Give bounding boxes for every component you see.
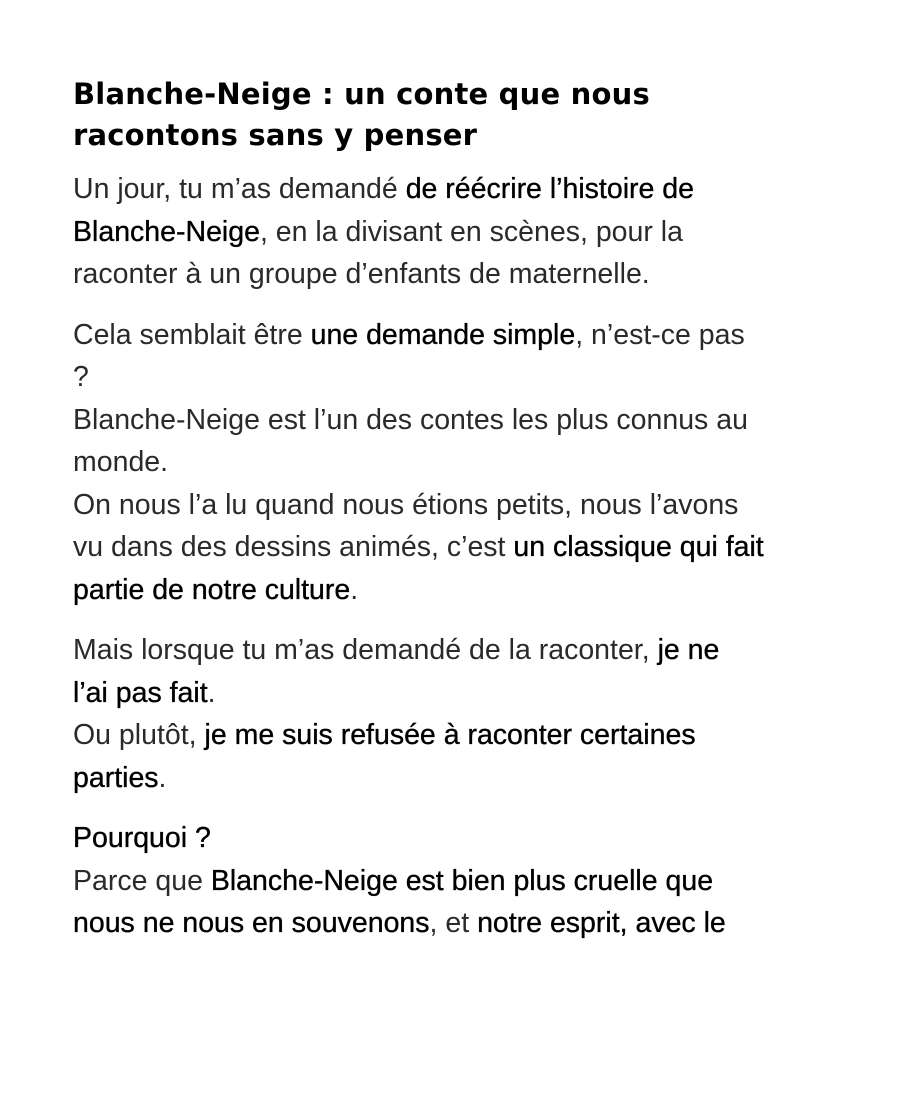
emphasized-text: Blanche-Neige est bien plus cruelle que <box>210 864 714 897</box>
paragraph <box>73 314 833 612</box>
body-text: Un jour, tu m’as demandé <box>73 173 406 205</box>
body-text: vu dans des dessins animés, c’est <box>73 531 514 563</box>
title-line-1: Blanche-Neige : un conte que nous <box>73 77 650 111</box>
emphasized-text: un classique qui fait <box>513 531 764 563</box>
document-page <box>73 74 833 963</box>
body-text: , et <box>429 907 478 939</box>
emphasized-text: une demande simple <box>310 318 576 351</box>
paragraph <box>73 629 833 799</box>
body-text: Parce que <box>73 864 211 897</box>
body-text: . <box>350 573 359 606</box>
document-title <box>73 74 833 156</box>
body-text: On nous l’a lu quand nous étions petits, nous l’avons <box>73 488 739 521</box>
emphasized-text: notre esprit, avec le <box>477 907 726 939</box>
paragraph <box>73 817 833 945</box>
body-text: . <box>207 676 216 709</box>
emphasized-text: parties <box>73 761 159 794</box>
body-text: Blanche-Neige est l’un des contes les plus connus au <box>73 403 748 436</box>
body-text: . <box>158 761 167 794</box>
body-text: , n’est-ce pas <box>575 318 745 351</box>
paragraph <box>73 168 833 296</box>
body-text: raconter à un groupe d’enfants de maternelle. <box>73 258 650 290</box>
title-line-2: racontons sans y penser <box>73 118 478 152</box>
emphasized-text: l’ai pas fait <box>73 676 208 709</box>
emphasized-text: de réécrire l’histoire de <box>405 173 694 205</box>
body-text: ? <box>73 361 89 393</box>
body-text: monde. <box>73 446 169 478</box>
emphasized-text: nous ne nous en souvenons <box>73 907 430 939</box>
document-body <box>73 168 833 945</box>
body-text: Ou plutôt, <box>73 719 205 751</box>
body-text: , en la divisant en scènes, pour la <box>259 215 683 248</box>
body-text: Mais lorsque tu m’as demandé de la raconter, <box>73 634 658 666</box>
emphasized-text: Blanche-Neige <box>73 215 260 248</box>
emphasized-text: Pourquoi ? <box>73 822 211 854</box>
body-text: Cela semblait être <box>73 318 311 351</box>
emphasized-text: je ne <box>657 634 720 666</box>
emphasized-text: partie de notre culture <box>73 573 351 606</box>
emphasized-text: je me suis refusée à raconter certaines <box>204 719 696 751</box>
